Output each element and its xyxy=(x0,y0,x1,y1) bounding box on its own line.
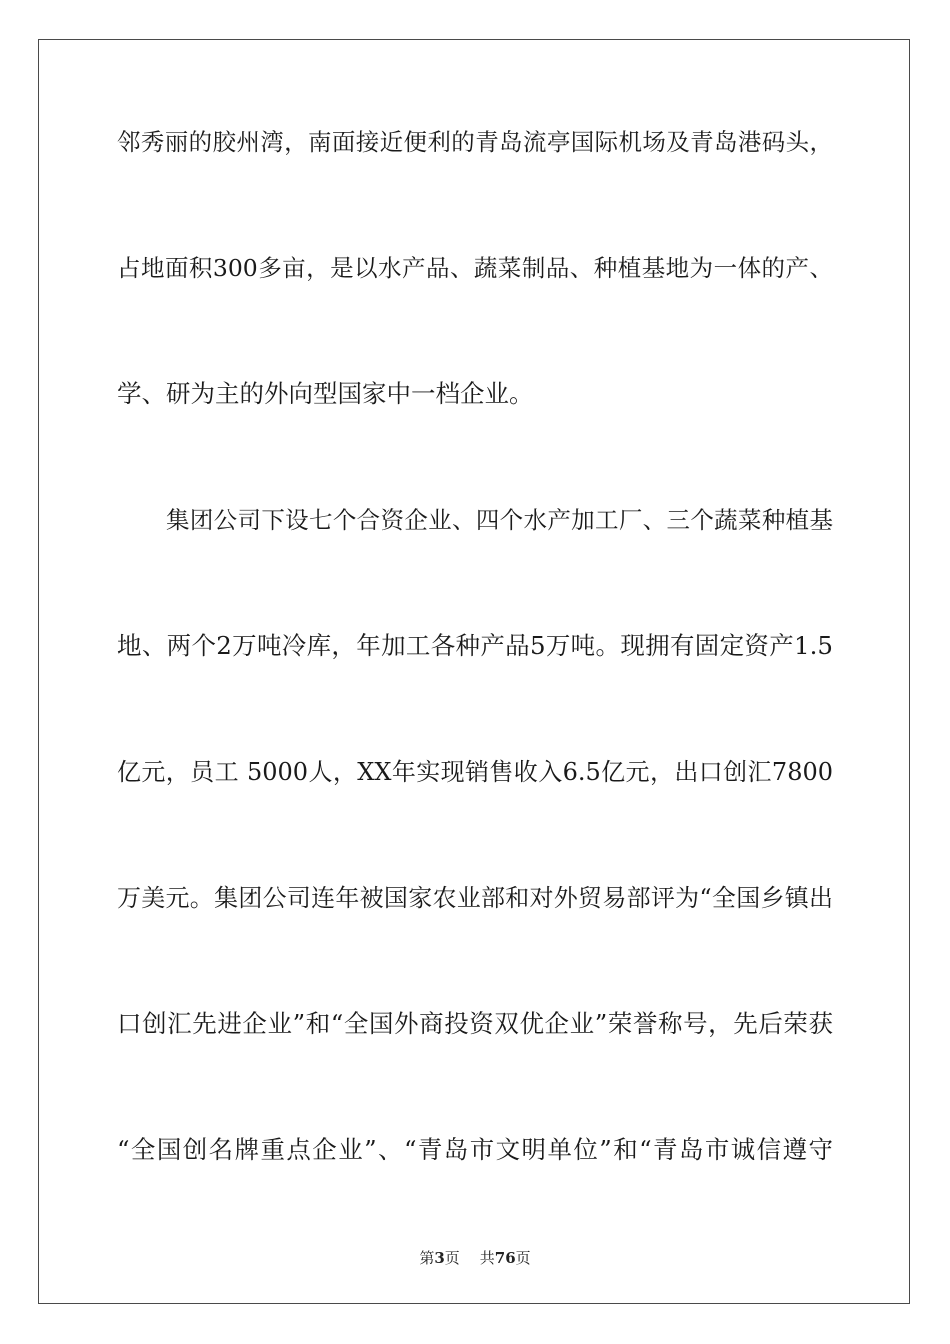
text-line: 占地面积300多亩，是以水产品、蔬菜制品、种植基地为一体的产、 xyxy=(117,254,833,282)
text-line: “全国创名牌重点企业”、“青岛市文明单位”和“青岛市诚信遵守 xyxy=(117,1135,833,1164)
text-line: 学、研为主的外向型国家中一档企业。 xyxy=(117,379,534,408)
total-label-prefix: 共 xyxy=(479,1249,495,1267)
text-line: 万美元。集团公司连年被国家农业部和对外贸易部评为“全国乡镇出 xyxy=(117,884,833,912)
total-pages: 76 xyxy=(494,1249,516,1267)
text-line: 亿元，员工 5000人，XX年实现销售收入6.5亿元，出口创汇7800 xyxy=(117,758,833,786)
page-label-prefix: 第 xyxy=(419,1249,435,1267)
text-line: 地、两个2万吨冷库，年加工各种产品5万吨。现拥有固定资产1.5 xyxy=(117,631,833,660)
total-label-suffix: 页 xyxy=(515,1249,531,1267)
page-number: 3 xyxy=(434,1249,445,1267)
document-body xyxy=(117,122,833,1256)
page-label-suffix: 页 xyxy=(444,1249,460,1267)
page-footer xyxy=(0,1247,950,1268)
text-line: 口创汇先进企业”和“全国外商投资双优企业”荣誉称号，先后荣获 xyxy=(117,1009,833,1038)
text-line: 邻秀丽的胶州湾，南面接近便利的青岛流亭国际机场及青岛港码头， xyxy=(117,128,833,156)
paragraph-first-line: 集团公司下设七个合资企业、四个水产加工厂、三个蔬菜种植基 xyxy=(166,506,833,534)
